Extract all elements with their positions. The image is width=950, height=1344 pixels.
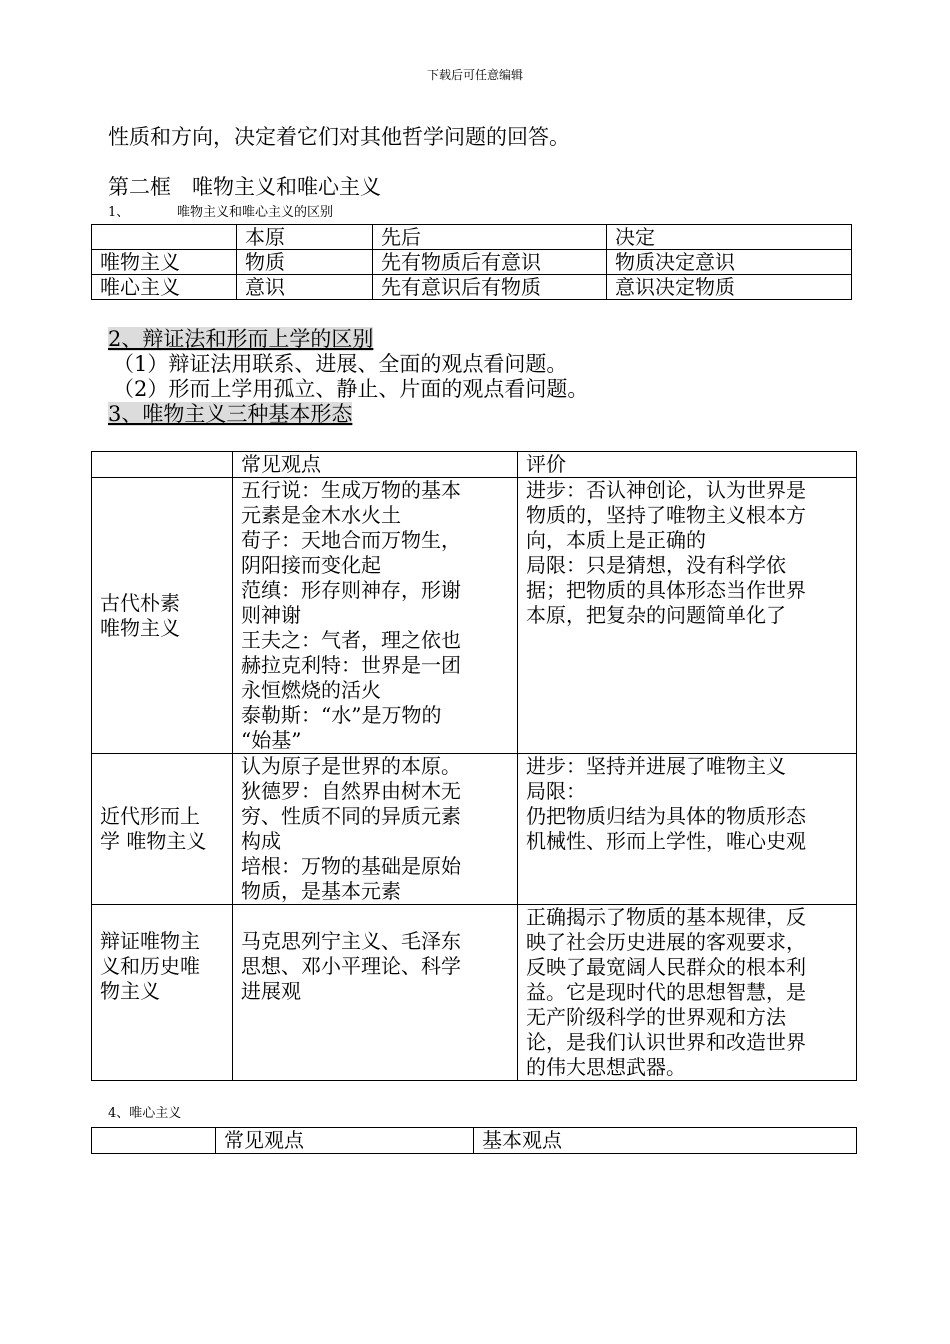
cell-line: 仍把物质归结为具体的物质形态 bbox=[526, 804, 806, 828]
form-cell bbox=[92, 754, 233, 905]
cell-line: 映了社会历史进展的客观要求， bbox=[526, 930, 806, 954]
table-header-cell: 评价 bbox=[518, 452, 857, 478]
form-cell bbox=[92, 478, 233, 754]
table-header-cell: 常见观点 bbox=[216, 1128, 474, 1154]
cell-line: 机械性、形而上学性，唯心史观 bbox=[526, 829, 806, 853]
cell-line: 论，是我们认识世界和改造世界 bbox=[526, 1030, 806, 1054]
table-cell: 意识决定物质 bbox=[607, 275, 852, 300]
cell-line: 范缜：形存则神存，形谢 bbox=[241, 578, 461, 602]
table-header-row bbox=[92, 452, 857, 478]
table-header-cell: 常见观点 bbox=[233, 452, 518, 478]
cell-line: 进展观 bbox=[241, 979, 301, 1003]
item2-title: 2、辩证法和形而上学的区别 bbox=[108, 327, 374, 351]
table-row bbox=[92, 905, 857, 1081]
table-cell: 先有物质后有意识 bbox=[373, 250, 607, 275]
item4-title: 4、唯心主义 bbox=[108, 1106, 182, 1121]
cell-line: 阴阳接而变化起 bbox=[241, 553, 381, 577]
cell-line: 向，本质上是正确的 bbox=[526, 528, 706, 552]
table-header-cell bbox=[92, 225, 237, 250]
cell-line: 五行说：生成万物的基本 bbox=[241, 478, 461, 502]
cell-line: 思想、邓小平理论、科学 bbox=[241, 954, 461, 978]
table-header-cell bbox=[92, 1128, 216, 1154]
cell-line: 益。它是现时代的思想智慧，是 bbox=[526, 980, 806, 1004]
table-header-cell: 基本观点 bbox=[474, 1128, 857, 1154]
table-cell: 物质决定意识 bbox=[607, 250, 852, 275]
cell-line: 物主义 bbox=[100, 979, 160, 1003]
cell-line: “始基” bbox=[241, 728, 302, 752]
table-idealism bbox=[91, 1127, 857, 1154]
cell-line: 古代朴素 bbox=[100, 590, 180, 615]
cell-line: 的伟大思想武器。 bbox=[526, 1055, 686, 1079]
cell-line: 马克思列宁主义、毛泽东 bbox=[241, 929, 461, 953]
table-cell: 物质 bbox=[237, 250, 373, 275]
table-row bbox=[92, 275, 852, 300]
cell-line: 反映了最宽阔人民群众的根本利 bbox=[526, 955, 806, 979]
table-header-row bbox=[92, 1128, 857, 1154]
table-header-cell: 本原 bbox=[237, 225, 373, 250]
table-row bbox=[92, 250, 852, 275]
cell-line: 进步：坚持并进展了唯物主义 bbox=[526, 754, 786, 778]
views-cell bbox=[233, 478, 518, 754]
cell-line: 正确揭示了物质的基本规律，反 bbox=[526, 905, 806, 929]
views-cell bbox=[233, 754, 518, 905]
item1-title: 唯物主义和唯心主义的区别 bbox=[177, 205, 334, 220]
cell-line: 义和历史唯 bbox=[100, 954, 200, 978]
evaluation-cell bbox=[518, 478, 857, 754]
cell-line: 王夫之：气者，理之依也 bbox=[241, 628, 461, 652]
cell-line: 本原，把复杂的问题简单化了 bbox=[526, 603, 786, 627]
table-cell: 唯物主义 bbox=[92, 250, 237, 275]
cell-line: 构成 bbox=[241, 829, 281, 853]
table-header-cell: 决定 bbox=[607, 225, 852, 250]
cell-line: 元素是金木水火土 bbox=[241, 503, 401, 527]
table-materialism-idealism bbox=[91, 224, 852, 300]
cell-line: 泰勒斯：“水”是万物的 bbox=[241, 703, 442, 727]
table-header-cell: 先后 bbox=[373, 225, 607, 250]
cell-line: 学 唯物主义 bbox=[100, 829, 207, 853]
table-row bbox=[92, 754, 857, 905]
item1-number: 1、 bbox=[108, 205, 130, 220]
table-header-cell bbox=[92, 452, 233, 478]
table-cell: 唯心主义 bbox=[92, 275, 237, 300]
evaluation-cell bbox=[518, 754, 857, 905]
item2-line: （2）形而上学用孤立、静止、片面的观点看问题。 bbox=[113, 377, 589, 401]
cell-line: 进步：否认神创论，认为世界是 bbox=[526, 478, 806, 502]
table-header-row bbox=[92, 225, 852, 250]
form-cell bbox=[92, 905, 233, 1081]
cell-line: 据；把物质的具体形态当作世界 bbox=[526, 578, 806, 602]
item3-title: 3、唯物主义三种基本形态 bbox=[108, 402, 353, 426]
views-cell bbox=[233, 905, 518, 1081]
table-cell: 意识 bbox=[237, 275, 373, 300]
cell-line: 无产阶级科学的世界观和方法 bbox=[526, 1005, 786, 1029]
cell-line: 物质，是基本元素 bbox=[241, 879, 401, 903]
table-cell: 先有意识后有物质 bbox=[373, 275, 607, 300]
cell-line: 物质的，坚持了唯物主义根本方 bbox=[526, 503, 806, 527]
cell-line: 则神谢 bbox=[241, 603, 301, 627]
cell-line: 狄德罗：自然界由树木无 bbox=[241, 779, 461, 803]
cell-line: 认为原子是世界的本原。 bbox=[241, 754, 461, 778]
cell-line: 唯物主义 bbox=[100, 615, 180, 640]
intro-line: 性质和方向，决定着它们对其他哲学问题的回答。 bbox=[108, 125, 570, 149]
cell-line: 辩证唯物主 bbox=[100, 929, 200, 953]
table-row bbox=[92, 478, 857, 754]
item2-line: （1）辩证法用联系、进展、全面的观点看问题。 bbox=[113, 352, 568, 376]
cell-line: 近代形而上 bbox=[100, 804, 200, 828]
table-materialism-forms bbox=[91, 451, 857, 1081]
cell-line: 荀子：天地合而万物生， bbox=[241, 528, 461, 552]
cell-line: 永恒燃烧的活火 bbox=[241, 678, 381, 702]
section-title: 第二框 唯物主义和唯心主义 bbox=[108, 175, 381, 199]
cell-line: 局限：只是猜想，没有科学依 bbox=[526, 553, 786, 577]
cell-line: 培根：万物的基础是原始 bbox=[241, 854, 461, 878]
cell-line: 赫拉克利特：世界是一团 bbox=[241, 653, 461, 677]
cell-line: 局限： bbox=[526, 779, 586, 803]
page-header: 下载后可任意编辑 bbox=[426, 68, 523, 82]
evaluation-cell bbox=[518, 905, 857, 1081]
cell-line: 穷、性质不同的异质元素 bbox=[241, 804, 461, 828]
